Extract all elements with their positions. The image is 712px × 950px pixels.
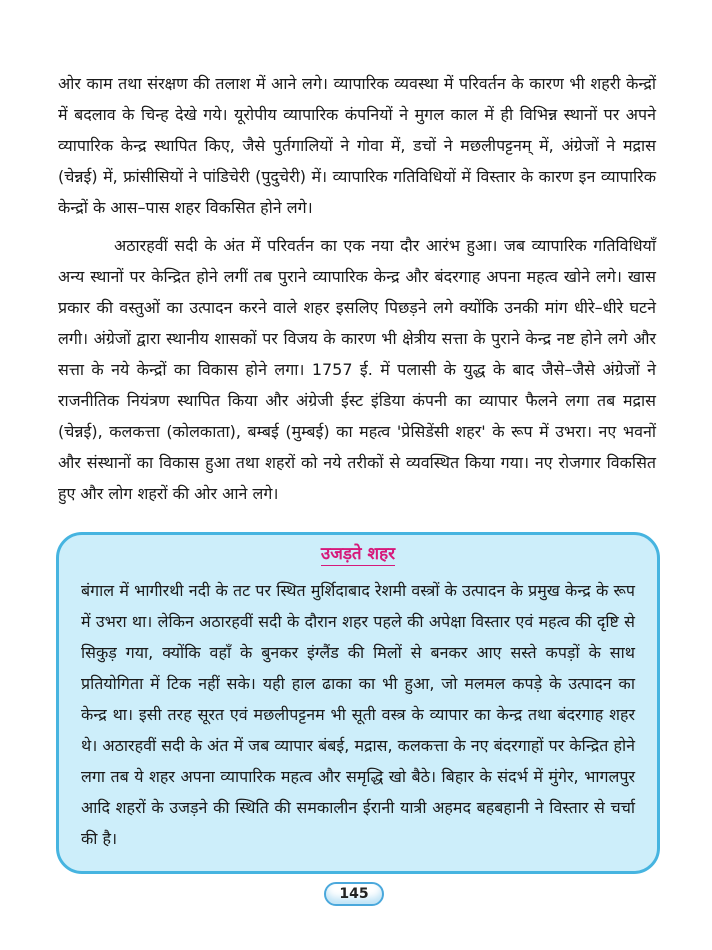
body-paragraph-1: ओर काम तथा संरक्षण की तलाश में आने लगे। व्यापारिक व्यवस्था में परिवर्तन के कारण भी शहरी केन्द्रों में बदलाव के चिन्ह देखे गये। यूरोपीय व्यापारिक कंपनियों ने मुगल काल में ही विभिन्न स्थानों पर अपने व्यापारिक केन्द्र स्थापित किए, जैसे पुर्तगालियों ने गोवा में, डचों ने मछलीपट्टनम् में, अंग्रेजों ने मद्रास (चेन्नई) में, फ्रांसीसियों ने पांडिचेरी (पुदुचेरी) में। व्यापारिक गतिविधियों में विस्तार के कारण इन व्यापारिक केन्द्रों के आस–पास शहर विकसित होने लगे। <box>58 74 656 217</box>
sidebar-box <box>56 532 660 874</box>
box-title <box>59 541 657 564</box>
box-title-text: उजड़ते शहर <box>320 544 396 564</box>
body-paragraph-2: अठारहवीं सदी के अंत में परिवर्तन का एक नया दौर आरंभ हुआ। जब व्यापारिक गतिविधियाँ अन्य स्थानों पर केन्द्रित होने लगीं तब पुराने व्यापारिक केन्द्र और बंदरगाह अपना महत्व खोने लगे। खास प्रकार की वस्तुओं का उत्पादन करने वाले शहर इसलिए पिछड़ने लगे क्योंकि उनकी मांग धीरे–धीरे घटने लगी। अंग्रेजों द्वारा स्थानीय शासकों पर विजय के कारण भी क्षेत्रीय सत्ता के पुराने केन्द्र नष्ट होने लगे और सत्ता के नये केन्द्रों का विकास होने लगा। 1757 ई. में पलासी के युद्ध के बाद जैसे–जैसे अंग्रेजों ने राजनीतिक नियंत्रण स्थापित किया और अंग्रेजी ईस्ट इंडिया कंपनी का व्यापार फैलने लगा तब मद्रास (चेन्नई), कलकत्ता (कोलकाता), बम्बई (मुम्बई) का महत्व 'प्रेसिडेंसी शहर' के रूप में उभरा। नए भवनों और संस्थानों का विकास हुआ तथा शहरों को नये तरीकों से व्यवस्थित किया गया। नए रोजगार विकसित हुए और लोग शहरों की ओर आने लगे। <box>58 236 656 503</box>
box-text: बंगाल में भागीरथी नदी के तट पर स्थित मुर्शिदाबाद रेशमी वस्त्रों के उत्पादन के प्रमुख केन्द्र के रूप में उभरा था। लेकिन अठारहवीं सदी के दौरान शहर पहले की अपेक्षा विस्तार एवं महत्व की दृष्टि से सिकुड़ गया, क्योंकि वहाँ के बुनकर इंग्लैंड की मिलों से बनकर आए सस्ते कपड़ों के साथ प्रतियोगिता में टिक नहीं सके। यही हाल ढाका का भी हुआ, जो मलमल कपड़े के उत्पादन का केन्द्र था। इसी तरह सूरत एवं मछलीपट्टनम भी सूती वस्त्र के व्यापार का केन्द्र तथा बंदरगाह शहर थे। अठारहवीं सदी के अंत में जब व्यापार बंबई, मद्रास, कलकत्ता के नए बंदरगाहों पर केन्द्रित होने लगा तब ये शहर अपना व्यापारिक महत्व और समृद्धि खो बैठे। बिहार के संदर्भ में मुंगेर, भागलपुर आदि शहरों के उजड़ने की स्थिति की समकालीन ईरानी यात्री अहमद बहबहानी ने विस्तार से चर्चा की है। <box>81 581 635 848</box>
page-number: 145 <box>324 882 384 906</box>
